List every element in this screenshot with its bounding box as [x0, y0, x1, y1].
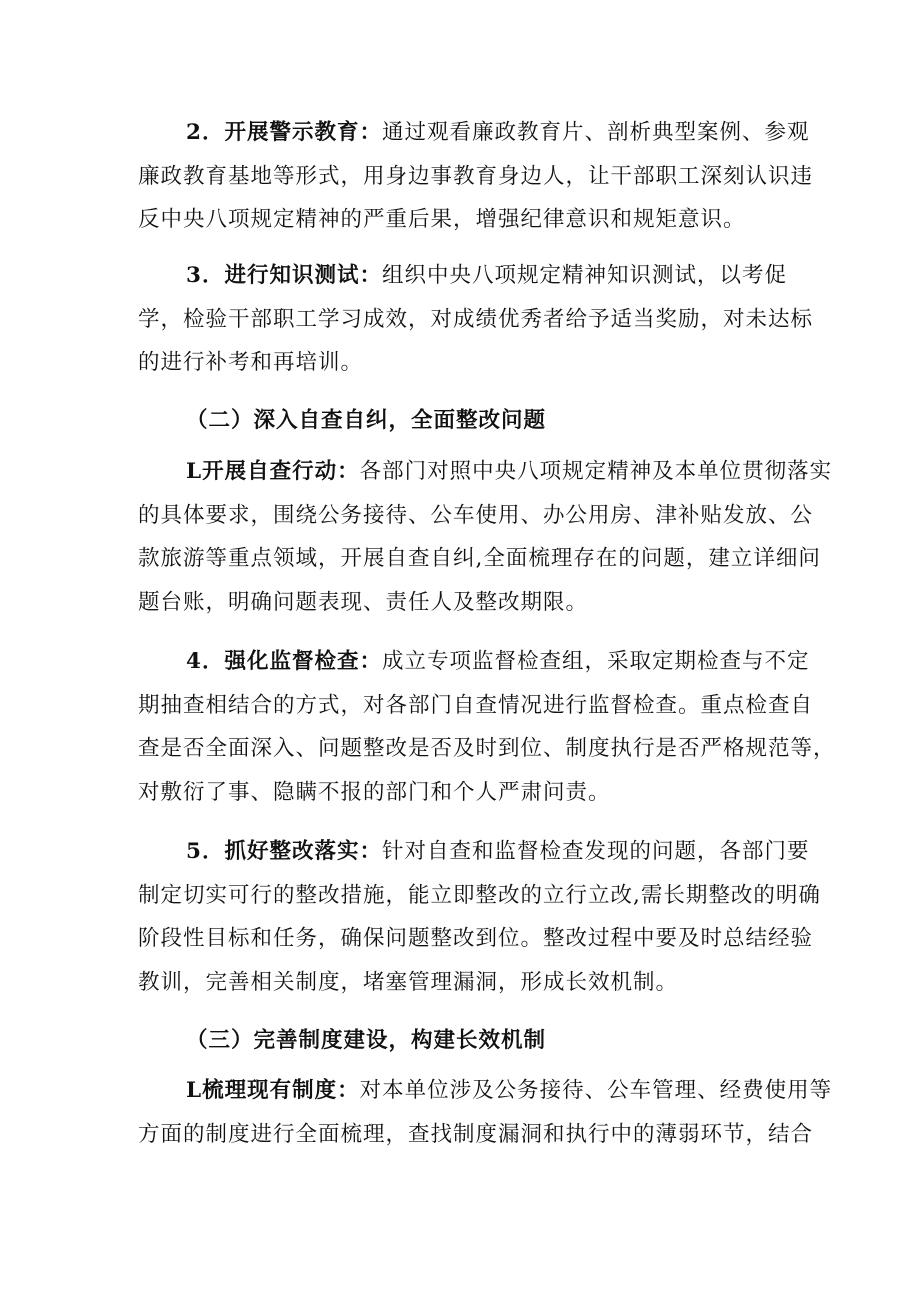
section-heading-2: （二）深入自查自纠，全面整改问题: [186, 408, 547, 433]
item-lead: 5．抓好整改落实：: [186, 839, 382, 864]
paragraph-line: 查是否全面深入、问题整改是否及时到位、制度执行是否严格规范等，: [138, 736, 836, 761]
item-lead: 4．强化监督检查：: [186, 649, 382, 674]
item-lead: L开展自查行动：: [186, 459, 360, 484]
paragraph-line: L开展自查行动：各部门对照中央八项规定精神及本单位贯彻落实: [186, 459, 833, 484]
paragraph-line: 款旅游等重点领域，开展自查自纠,全面梳理存在的问题，建立详细问: [138, 546, 821, 571]
section-heading-3: （三）完善制度建设，构建长效机制: [186, 1028, 547, 1053]
paragraph-line: 的进行补考和再培训。: [138, 350, 364, 375]
paragraph-warning-education: [138, 111, 814, 242]
paragraph-line: 对敷衍了事、隐瞒不报的部门和个人严肃问责。: [138, 779, 611, 805]
item-lead: 2．开展警示教育：: [186, 120, 382, 145]
paragraph-self-inspection: [138, 450, 833, 624]
paragraph-line: 3．进行知识测试：组织中央八项规定精神知识测试，以考促: [186, 263, 787, 288]
paragraph-line: 制定切实可行的整改措施，能立即整改的立行立改,需长期整改的明确: [138, 882, 821, 908]
paragraph-line: 期抽查相结合的方式，对各部门自查情况进行监督检查。重点检查自: [138, 692, 814, 718]
item-lead: 3．进行知识测试：: [186, 263, 382, 288]
paragraph-line: 的具体要求，围绕公务接待、公车使用、办公用房、津补贴发放、公: [138, 502, 814, 528]
paragraph-line: L梳理现有制度：对本单位涉及公务接待、公车管理、经费使用等: [186, 1078, 833, 1103]
paragraph-rectification: [138, 830, 821, 1004]
paragraph-line: 方面的制度进行全面梳理，查找制度漏洞和执行中的薄弱环节，结合: [138, 1121, 814, 1147]
paragraph-supervision: [138, 640, 836, 814]
paragraph-knowledge-test: [138, 254, 814, 385]
paragraph-line: 学，检验干部职工学习成效，对成绩优秀者给予适当奖励，对未达标: [138, 306, 814, 332]
paragraph-line: 教训，完善相关制度，堵塞管理漏洞，形成长效机制。: [138, 969, 679, 995]
paragraph-line: 2．开展警示教育：通过观看廉政教育片、剖析典型案例、参观: [186, 120, 810, 145]
paragraph-existing-systems: [138, 1069, 833, 1156]
paragraph-line: 5．抓好整改落实：针对自查和监督检查发现的问题，各部门要: [186, 839, 810, 864]
item-lead: L梳理现有制度：: [186, 1078, 360, 1103]
paragraph-line: 阶段性目标和任务，确保问题整改到位。整改过程中要及时总结经验: [138, 926, 814, 951]
paragraph-line: 反中央八项规定精神的严重后果，增强纪律意识和规矩意识。: [138, 207, 746, 232]
paragraph-line: 廉政教育基地等形式，用身边事教育身边人，让干部职工深刻认识违: [138, 163, 814, 189]
paragraph-line: 题台账，明确问题表现、责任人及整改期限。: [138, 589, 589, 615]
paragraph-line: 4．强化监督检查：成立专项监督检查组，采取定期检查与不定: [186, 649, 810, 674]
